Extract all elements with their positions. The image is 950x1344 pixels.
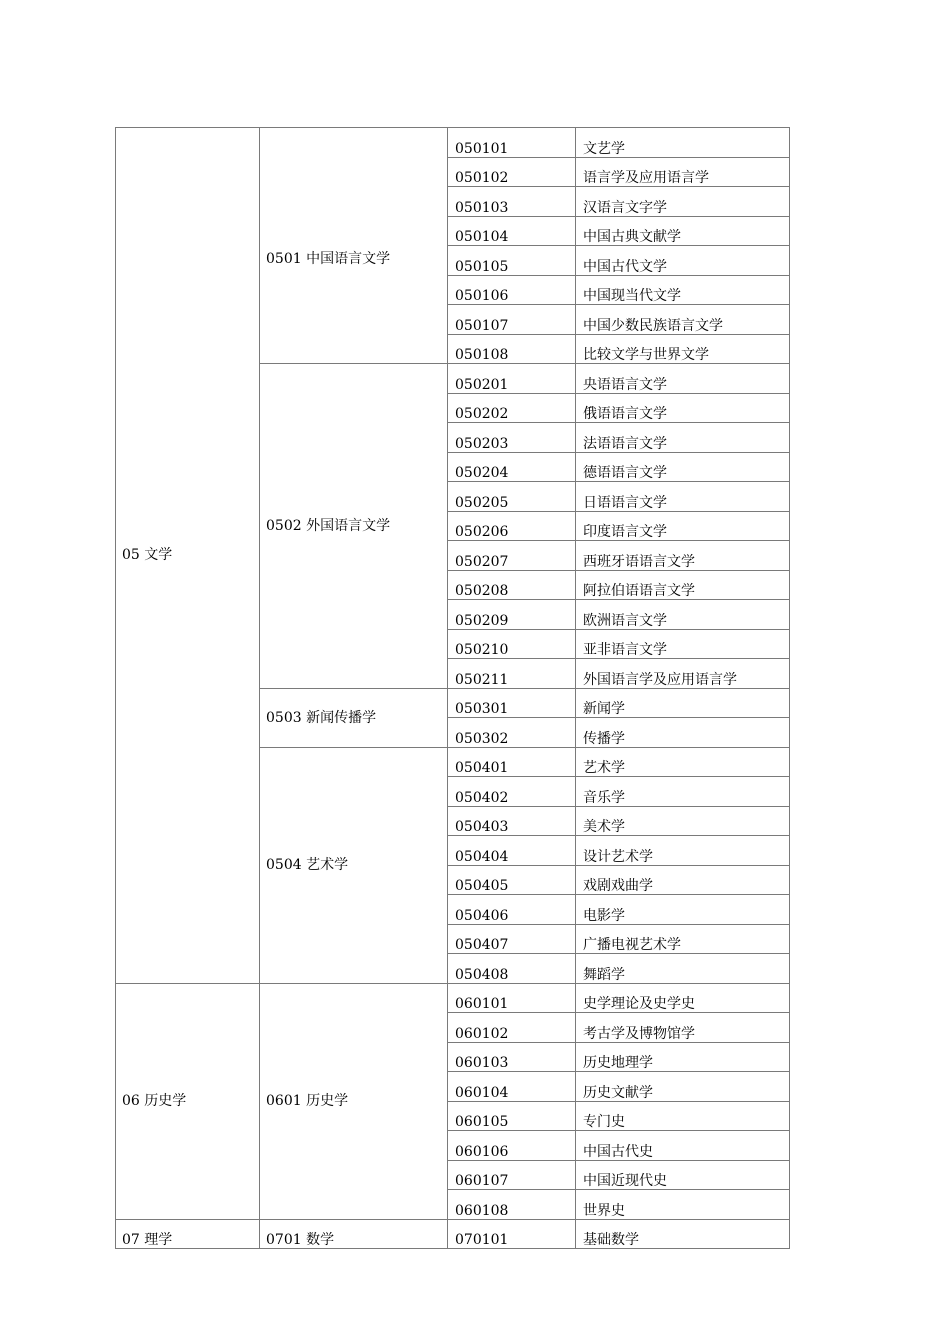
discipline-name: 中国古代文学 bbox=[576, 246, 790, 276]
discipline-name: 电影学 bbox=[576, 895, 790, 925]
discipline-name: 美术学 bbox=[576, 806, 790, 836]
first-level-cell: 0501 中国语言文学 bbox=[260, 246, 448, 364]
discipline-code: 050105 bbox=[448, 246, 576, 276]
discipline-code: 050202 bbox=[448, 393, 576, 423]
category-cell: 06 历史学 bbox=[116, 983, 260, 1219]
discipline-name: 考古学及博物馆学 bbox=[576, 1013, 790, 1043]
discipline-code: 050108 bbox=[448, 334, 576, 364]
discipline-name: 基础数学 bbox=[576, 1219, 790, 1249]
discipline-code: 050210 bbox=[448, 629, 576, 659]
discipline-name: 文艺学 bbox=[576, 128, 790, 158]
table-row bbox=[116, 1219, 790, 1249]
discipline-code: 050103 bbox=[448, 187, 576, 217]
discipline-code: 050203 bbox=[448, 423, 576, 453]
category-cell: 05 文学 bbox=[116, 128, 260, 984]
discipline-name: 日语语言文学 bbox=[576, 482, 790, 512]
discipline-name: 印度语言文学 bbox=[576, 511, 790, 541]
discipline-code: 050204 bbox=[448, 452, 576, 482]
discipline-code: 050302 bbox=[448, 718, 576, 748]
discipline-name: 艺术学 bbox=[576, 747, 790, 777]
discipline-code: 050408 bbox=[448, 954, 576, 984]
discipline-name: 中国古代史 bbox=[576, 1131, 790, 1161]
first-level-cell: 0701 数学 bbox=[260, 1219, 448, 1249]
discipline-name: 舞蹈学 bbox=[576, 954, 790, 984]
discipline-code: 060107 bbox=[448, 1160, 576, 1190]
discipline-code: 060105 bbox=[448, 1101, 576, 1131]
discipline-name: 中国古典文献学 bbox=[576, 216, 790, 246]
discipline-code: 050102 bbox=[448, 157, 576, 187]
discipline-name: 专门史 bbox=[576, 1101, 790, 1131]
discipline-name: 传播学 bbox=[576, 718, 790, 748]
discipline-name: 设计艺术学 bbox=[576, 836, 790, 866]
discipline-name: 世界史 bbox=[576, 1190, 790, 1220]
discipline-name: 历史地理学 bbox=[576, 1042, 790, 1072]
discipline-name: 央语语言文学 bbox=[576, 364, 790, 394]
discipline-code: 060102 bbox=[448, 1013, 576, 1043]
first-level-cell: 0502 外国语言文学 bbox=[260, 364, 448, 689]
discipline-code: 070101 bbox=[448, 1219, 576, 1249]
discipline-code: 050301 bbox=[448, 688, 576, 718]
discipline-code: 050207 bbox=[448, 541, 576, 571]
discipline-name: 音乐学 bbox=[576, 777, 790, 807]
discipline-name: 比较文学与世界文学 bbox=[576, 334, 790, 364]
discipline-code: 050101 bbox=[448, 128, 576, 158]
discipline-code: 050402 bbox=[448, 777, 576, 807]
discipline-name: 新闻学 bbox=[576, 688, 790, 718]
category-cell: 07 理学 bbox=[116, 1219, 260, 1249]
discipline-code: 050107 bbox=[448, 305, 576, 335]
discipline-code: 050106 bbox=[448, 275, 576, 305]
discipline-name: 中国现当代文学 bbox=[576, 275, 790, 305]
discipline-code: 050405 bbox=[448, 865, 576, 895]
discipline-code: 050104 bbox=[448, 216, 576, 246]
discipline-code: 050209 bbox=[448, 600, 576, 630]
discipline-code: 050406 bbox=[448, 895, 576, 925]
discipline-name: 阿拉伯语语言文学 bbox=[576, 570, 790, 600]
discipline-code: 050211 bbox=[448, 659, 576, 689]
discipline-code: 050407 bbox=[448, 924, 576, 954]
discipline-code: 060108 bbox=[448, 1190, 576, 1220]
discipline-name: 德语语言文学 bbox=[576, 452, 790, 482]
discipline-code: 050208 bbox=[448, 570, 576, 600]
discipline-name: 史学理论及史学史 bbox=[576, 983, 790, 1013]
table-row bbox=[116, 128, 790, 158]
discipline-name: 西班牙语语言文学 bbox=[576, 541, 790, 571]
discipline-name: 汉语言文字学 bbox=[576, 187, 790, 217]
discipline-code: 060104 bbox=[448, 1072, 576, 1102]
first-level-cell: 0504 艺术学 bbox=[260, 747, 448, 983]
discipline-name: 戏剧戏曲学 bbox=[576, 865, 790, 895]
discipline-code: 060106 bbox=[448, 1131, 576, 1161]
discipline-name: 历史文献学 bbox=[576, 1072, 790, 1102]
discipline-name: 中国近现代史 bbox=[576, 1160, 790, 1190]
discipline-name: 法语语言文学 bbox=[576, 423, 790, 453]
discipline-name: 语言学及应用语言学 bbox=[576, 157, 790, 187]
discipline-name: 欧洲语言文学 bbox=[576, 600, 790, 630]
discipline-code: 050401 bbox=[448, 747, 576, 777]
first-level-cell: 0601 历史学 bbox=[260, 983, 448, 1219]
discipline-code: 050201 bbox=[448, 364, 576, 394]
discipline-code: 050206 bbox=[448, 511, 576, 541]
discipline-code: 050403 bbox=[448, 806, 576, 836]
first-level-cell: 0503 新闻传播学 bbox=[260, 688, 448, 747]
discipline-catalog bbox=[115, 127, 789, 1249]
discipline-code: 060101 bbox=[448, 983, 576, 1013]
first-level-cell-spacer bbox=[260, 128, 448, 246]
discipline-code: 060103 bbox=[448, 1042, 576, 1072]
discipline-name: 中国少数民族语言文学 bbox=[576, 305, 790, 335]
discipline-code: 050205 bbox=[448, 482, 576, 512]
discipline-name: 俄语语言文学 bbox=[576, 393, 790, 423]
discipline-name: 亚非语言文学 bbox=[576, 629, 790, 659]
discipline-name: 广播电视艺术学 bbox=[576, 924, 790, 954]
discipline-table bbox=[115, 127, 790, 1249]
discipline-name: 外国语言学及应用语言学 bbox=[576, 659, 790, 689]
table-row bbox=[116, 983, 790, 1013]
discipline-code: 050404 bbox=[448, 836, 576, 866]
